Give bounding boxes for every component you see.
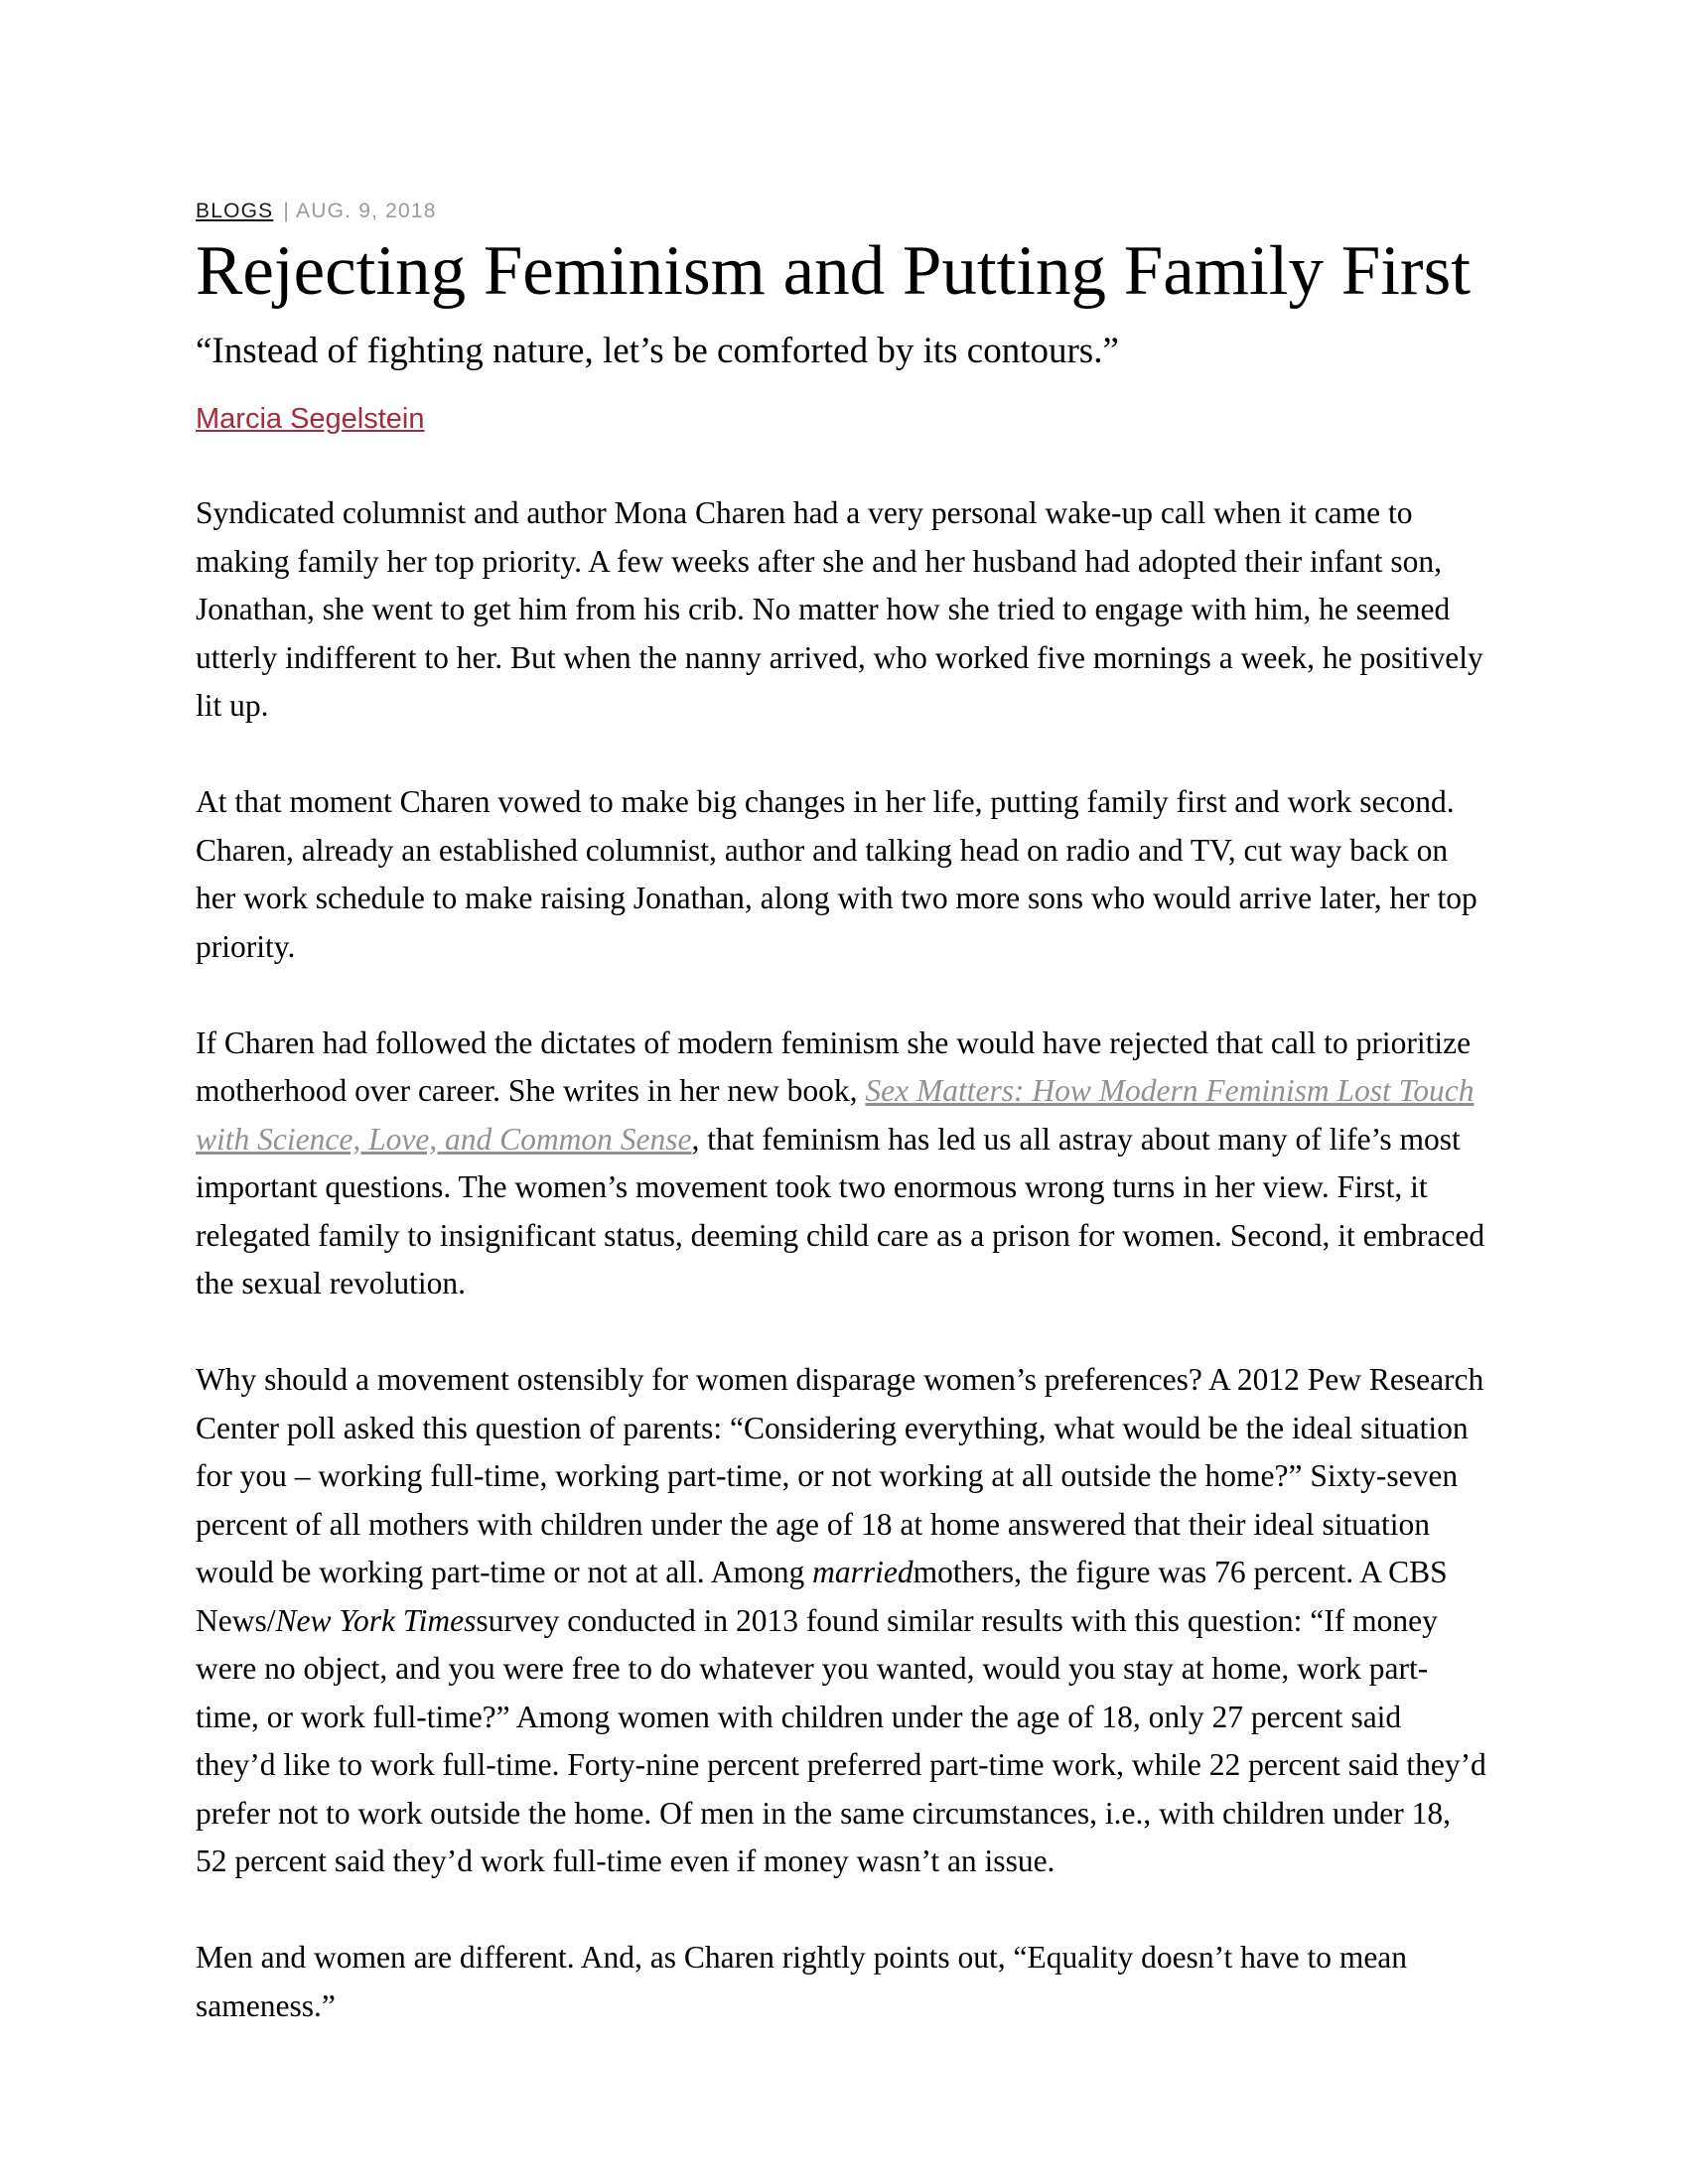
body-text: Why should a movement ostensibly for women disparage women’s preferences? A 2012 Pew Research Center poll asked this question of parents: “Considering everything, what would be the ideal situation for you – working full-time, working part-time, or not working at all outside the home?” Sixty-seven percent of all mothers with children under the age of 18 at home answered that their ideal situation would be working part-time or not at all. Among <box>196 1362 1484 1589</box>
article-meta <box>196 197 1494 226</box>
emphasis-text: married <box>812 1555 914 1589</box>
blogs-category-link[interactable]: BLOGS <box>196 200 274 222</box>
paragraph <box>196 489 1488 731</box>
meta-separator: | <box>283 200 291 222</box>
paragraph <box>196 1934 1488 2030</box>
body-text: Syndicated columnist and author Mona Charen had a very personal wake-up call when it came to making family her top priority. A few weeks after she and her husband had adopted their infant son, Jonathan, she went to get him from his crib. No matter how she tried to engage with him, he seemed utterly indifferent to her. But when the nanny arrived, who worked five mornings a week, he positively lit up. <box>196 495 1483 723</box>
article-subtitle: “Instead of fighting nature, let’s be comforted by its contours.” <box>196 331 1119 371</box>
body-text: survey conducted in 2013 found similar results with this question: “If money were no object, and you were free to do whatever you wanted, would you stay at home, work part-time, or work full-time?” Among women with children under the age of 18, only 27 percent said they’d like to work full-time. Forty-nine percent preferred part-time work, while 22 percent said they’d prefer not to work outside the home. Of men in the same circumstances, i.e., with children under 18, 52 percent said they’d work full-time even if money wasn’t an issue. <box>196 1602 1486 1878</box>
body-text: At that moment Charen vowed to make big changes in her life, putting family first and work second. Charen, already an established columnist, author and talking head on radio and TV, cut way back on her work schedule to make raising Jonathan, along with two more sons who would arrive later, her top priority. <box>196 784 1477 964</box>
paragraph <box>196 1020 1488 1308</box>
article-body <box>196 489 1488 2030</box>
paragraph <box>196 1356 1488 1886</box>
body-text: mothers, the figure was 76 percent. A CBS News/ <box>196 1555 1448 1638</box>
body-text: Men and women are different. And, as Charen rightly points out, “Equality doesn’t have to mean sameness.” <box>196 1940 1408 2023</box>
paragraph <box>196 778 1488 971</box>
article-date: AUG. 9, 2018 <box>296 200 437 222</box>
emphasis-text: New York Times <box>275 1602 477 1638</box>
body-text: , that feminism has led us all astray about many of life’s most important questions. The women’s movement took two enormous wrong turns in her view. First, it relegated family to insignificant status, deeming child care as a prison for women. Second, it embraced the sexual revolution. <box>196 1121 1485 1300</box>
article-title: Rejecting Feminism and Putting Family First <box>196 232 1471 310</box>
author-link[interactable]: Marcia Segelstein <box>196 403 425 435</box>
book-title-link[interactable]: Sex Matters: How Modern Feminism Lost Touch with Science, Love, and Common Sense <box>196 1073 1475 1157</box>
body-text: If Charen had followed the dictates of modern feminism she would have rejected that call to prioritize motherhood over career. She writes in her new book, <box>196 1024 1472 1108</box>
